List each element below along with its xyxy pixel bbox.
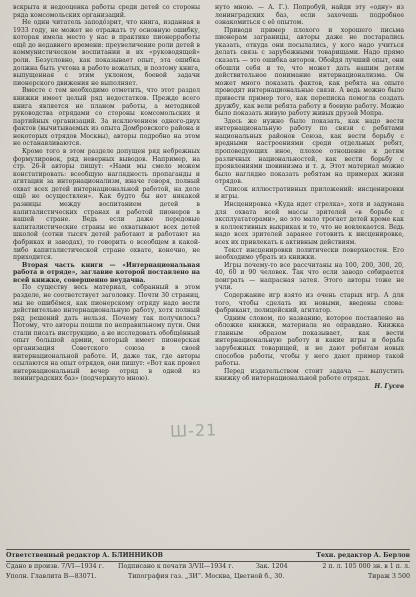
tech-editor-credit: Техн. редактор А. Берлов [316, 552, 410, 559]
paragraph: Список иллюстративных приложений: инсценировки и игры. [215, 185, 404, 201]
order-number: Зак. 1204 [256, 563, 288, 570]
footer-rule-2 [6, 561, 410, 562]
paragraph: Не один читатель заподо́зрит, что книга, изданная в 1933 году, не может не отражать ту основную ошибку, которая имела место у нас в практике пионерработы ещё до недавнего времени: преувеличение роли детей в коммунистическом воспитании и их «руководящей» роли. Безусловно, как показывает опыт, эта ошибка должна быть учтена в работе вожатых, и поэтому книга, выпущенная с этим уклоном, боевой задачи пионерского движения не выполняет. [13, 19, 200, 87]
paragraph: вскрыта и недооценка работы среди детей со стороны ряда комсомольских организаций. [13, 4, 200, 19]
paragraph: Одним словом, по названию, которое поставлено на обложке книжки, материала не оправдано. Книжка главным образом показывает, как вести интернациональную работу и какие игры и борьба зарубежных товарищей, и не дают ребятам новых способов работы, чтобы у него дают пример такой работы. [215, 314, 404, 368]
glavlit-number: Уполн. Главлита В—83071. [6, 573, 97, 580]
editor-credit: Ответственный редактор А. БЛИННИКОВ [6, 552, 163, 559]
paragraph: Приводя пример плохого и хорошего письма пионерам заграницы, авторы даже не постарались указать, откуда они посылались, у кого надо учиться делать связь с зарубежными товарищами. Надо прямо сказать — это ошибка авторов. Обойдя лучший опыт, они обошли себя и то, что может дать нашим детям действительное понимание интернационализма. Он может много показать фактов, как ребята на опыте проводят интернациональные связи. А ведь можно было привести пример того, как переписка помогла создать дружбу, как вели ребята работу в боевую работу. Можно было показать живую работу живых друзей Мопра. [215, 26, 404, 118]
paragraph: Перед издательством стоит задача — выпустить книжку об интернациональной работе отрядах. [215, 367, 404, 383]
handwritten-stamp: Ш-21 [169, 420, 218, 441]
printing-house: Типография газ. „ЗИ“. Москва, Цветной б., 30. [128, 573, 285, 580]
paragraph: Содержание игр взято из очень старых игр. А для того, чтобы сделать их новыми, введены слова: фабрикант, полицейский, агитатор. [215, 291, 404, 315]
paragraph: Игры почему-то все рассчитаны на 100, 200, 300, 20, 40, 60 и 90 человек. Так что если заводо собирается поиграть — напрасная затея. Этого авторы тоже не учли. [215, 261, 404, 292]
paragraph: Вместе с тем необходимо отметить, что этот раздел книжки имеет целый ряд недостатков. Прежде всего книга является не планом работы, а методикой руководства отрядами со стороны комсомольских и партийных организаций. За исключением одного-двух фактов (вычитываемых из опыта Домбровского района и некоторых отрядов Москвы), авторы подробно на этом не останавливаются. [13, 87, 200, 148]
author-signature: Н. Гусев [374, 382, 404, 390]
paragraph: По существу весь материал, собранный в этом разделе, не соответствует заголовку. Почти 30 страниц, мы не ошибёмся, как пионерскому отряду надо вести действительно интернациональную работу, хотя полный ряд решений дать нельзя. Почему так получилось? Потому, что авторы пошли по неправильному пути. Они стали писать инструкцию, а не исследовать обобщённый опыт большой армии, который имеет пионерская организация Советского союза в своей интернациональной работе. И, даже так, где авторы ссылаются на опыт отрядов, они пишут: «Вот как провел интернациональный вечер отряд в одной из ленинградских баз» (подчеркнуто мною). [13, 284, 200, 383]
paragraph: Инсценировка «Куда идет стрелка», хотя и задумана для охвата всей массы зрителей «в борьбе с эксплуататорами», но это мало трогает детей кроме как в коллективных выкриках и то, что не вовлекается. Ведь надо всех зрителей заранее готовить к инсценировке, всех их привлекать к активным действиям. [215, 201, 404, 246]
paragraph: Текст инсценировки политически поверхностен. Его необходимо убрать из книжки. [215, 246, 404, 262]
footer-rule [6, 549, 410, 550]
left-column [13, 4, 200, 383]
paragraph: нуто мною. — А. Г.). Попробуй, найди эту «одну» из ленинградских баз, если захочешь подробнее ознакомиться с её опытом. [215, 4, 404, 27]
paragraph: Кроме того в этом разделе допущен ряд небрежных формулировок, ряд неверных выводов. Например, на стр. 26-й авторы пишут: «Нами мы смело можем констатировать: всеобщую наглядность пропаганды и агитации за интернационализм, иначе говоря, полный охват всех детей интернациональной работой, на деле ещё не осуществлен». Как будто бы нет никакой разницы между воспитанием детей в капиталистических странах и работой пионеров в нашей стране. Ведь если даже передовые капиталистические страны не охватывают всех детей школой (сотни тысяч детей работают и работают на фабриках и заводах), то говорить о всеобщем в какой-либо капиталистической стране охвате, конечно, не приходится. [13, 147, 200, 262]
submitted-date: Сдано в произв. 7/VI—1934 г. [6, 563, 104, 570]
right-column [215, 4, 404, 390]
paragraph: Здесь же нужно было показать, как надо вести интернациональную работу по связи с ребятами национальных районов Союза, как вести борьбу с вредными настроениями среди отдельных ребят, проповедующих иное, плохое отношение к детям различных национальностей, как вести борьбу с проявлениями шовинизма и т. д. Этот материал можно было наглядно показать ребятам на примерах жизни отрядов. [215, 117, 404, 186]
sheet-info: 2 п. л. 105 000 зн. в 1 п. л. [322, 563, 410, 570]
paragraph: Вторая часть книги — «Интернациональная работа в отряде», заглавие которой поставлено на всей книжке, совершенно неудачна. [13, 261, 200, 284]
print-run: Тираж 3 500 [367, 573, 410, 580]
signed-date: Подписано к печати 3/VII—1934 г. [118, 563, 234, 570]
